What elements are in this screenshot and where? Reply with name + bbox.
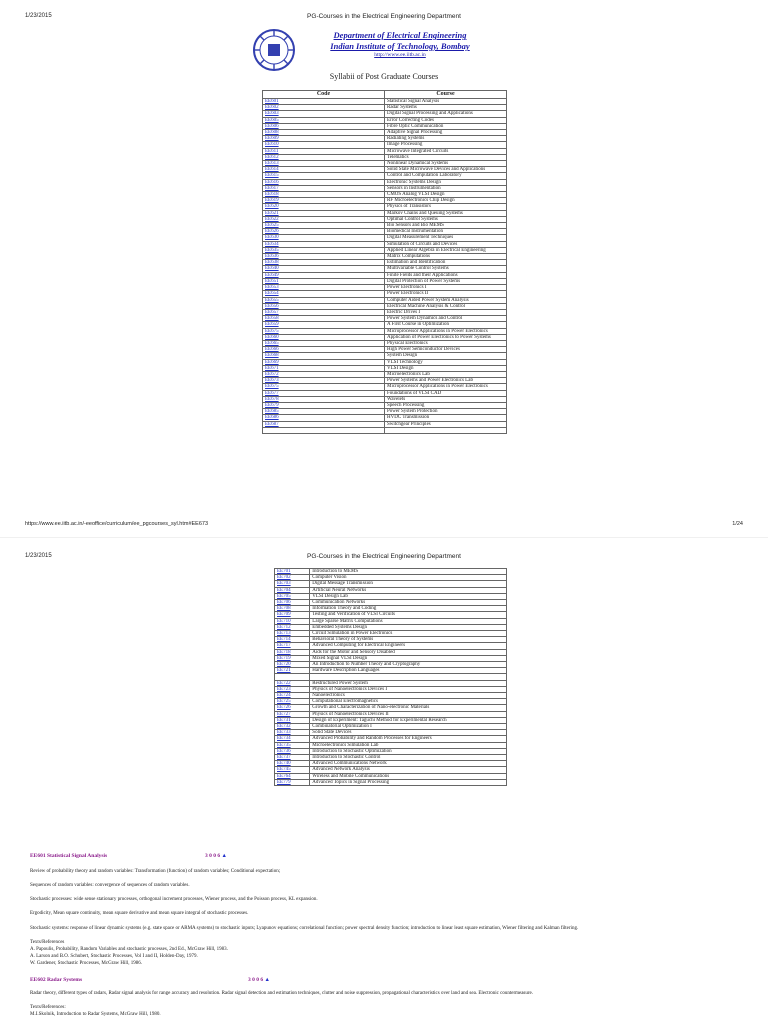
course-code-link[interactable]: EE614	[263, 167, 385, 173]
course-code-link[interactable]: EE602	[263, 105, 385, 111]
ee601-para: Stochastic processes: wide sense stationary processes, orthogonal increment processes, Wiener process, and the Poisson process, KL expansion.	[30, 897, 318, 902]
up-arrow-icon[interactable]: ▲	[221, 853, 227, 859]
course-name: Foundations of VLSI CAD	[385, 390, 507, 396]
course-name: Telematics	[385, 154, 507, 160]
course-name: VLSI Design Lab	[310, 593, 507, 599]
course-code-link[interactable]: EE672	[263, 371, 385, 377]
course-name: Advanced Computing for Electrical Engineers	[310, 643, 507, 649]
course-name: Microwave Integrated Circuits	[385, 148, 507, 154]
course-name: Wavelets	[385, 396, 507, 402]
course-name: Nanoelectronics	[310, 693, 507, 699]
course-name: Combinatorial Optimization I	[310, 724, 507, 730]
course-code-link[interactable]: EE710	[275, 618, 310, 624]
course-code-link[interactable]: EE636	[263, 254, 385, 260]
course-code-link[interactable]: EE634	[263, 241, 385, 247]
course-code-link[interactable]: EE649	[263, 272, 385, 278]
course-name: Artificial Neural Networks	[310, 587, 507, 593]
page-date: 1/23/2015	[25, 553, 52, 559]
course-code-link[interactable]: EE668	[263, 353, 385, 359]
course-code-link[interactable]: EE724	[275, 693, 310, 699]
course-code-link[interactable]: EE705	[275, 593, 310, 599]
ee602-ref: M.I.Skolnik, Introduction to Radar Systems, McGraw Hill, 1980.	[30, 1012, 161, 1017]
course-code-link[interactable]: EE712	[275, 624, 310, 630]
course-code-link[interactable]: EE722	[275, 680, 310, 686]
course-code-link[interactable]: EE685	[263, 409, 385, 415]
ee601-para: Sequences of random variables: convergence of sequences of random variables.	[30, 883, 190, 888]
institute-name[interactable]: Indian Institute of Technology, Bombay	[330, 41, 470, 51]
course-name: Wireless and Mobile Communications	[310, 773, 507, 779]
course-name: Fibre Optic Communication	[385, 123, 507, 129]
course-name: HVDC Transmission	[385, 415, 507, 421]
course-code-link[interactable]: EE779	[275, 779, 310, 785]
course-code-link[interactable]: EE619	[263, 198, 385, 204]
course-code-link[interactable]: EE616	[263, 179, 385, 185]
course-code-link[interactable]: EE673	[263, 378, 385, 384]
course-code-link[interactable]: EE657	[263, 309, 385, 315]
course-name: Matrix Computations	[385, 254, 507, 260]
course-name: Statistical Signal Analysis	[385, 99, 507, 105]
course-code-link[interactable]: EE708	[275, 606, 310, 612]
course-code-link[interactable]: EE723	[275, 686, 310, 692]
course-code-link[interactable]: EE610	[263, 142, 385, 148]
course-name: Digital Signal Processing and Applications	[385, 111, 507, 117]
course-name: Digital Measurement Techniques	[385, 235, 507, 241]
col-code-header: Code	[263, 91, 385, 99]
course-code-link[interactable]: EE625	[263, 223, 385, 229]
col-course-header: Course	[385, 91, 507, 99]
course-name: High Power Semiconductor Devices	[385, 347, 507, 353]
course-code-link[interactable]: EE626	[263, 229, 385, 235]
course-code-link[interactable]: EE669	[263, 359, 385, 365]
up-arrow-icon[interactable]: ▲	[264, 977, 270, 983]
course-code-link[interactable]: EE737	[275, 755, 310, 761]
course-code-link[interactable]: EE666	[263, 347, 385, 353]
page-number: 1/24	[732, 521, 743, 527]
course-name: Testing and Verification of VLSI Circuits	[310, 612, 507, 618]
course-code-link[interactable]: EE721	[275, 668, 310, 674]
course-code-link[interactable]: EE601	[263, 99, 385, 105]
course-code-link[interactable]: EE714	[275, 637, 310, 643]
course-name: Simulation of Circuits and Devices	[385, 241, 507, 247]
course-name: Switchgear Principles	[385, 421, 507, 427]
course-code-link[interactable]: EE651	[263, 278, 385, 284]
course-name: Advanced Network Analysis	[310, 767, 507, 773]
course-name: Speech Processing	[385, 402, 507, 408]
course-code-link[interactable]: EE638	[263, 260, 385, 266]
course-name: Physics of Nanoelectronics Devices I	[310, 686, 507, 692]
course-code-link[interactable]	[263, 427, 385, 433]
page2-header	[0, 553, 768, 565]
course-code-link[interactable]: EE606	[263, 123, 385, 129]
course-code-link[interactable]: EE660	[263, 334, 385, 340]
course-code-link[interactable]: EE678	[263, 396, 385, 402]
course-name: Error Correcting Codes	[385, 117, 507, 123]
course-name: Bio Sensors and Bio MEMS	[385, 223, 507, 229]
course-name: Computer Aided Power System Analysis	[385, 297, 507, 303]
course-code-link[interactable]: EE686	[263, 415, 385, 421]
course-name: Sensors in Instrumentation	[385, 185, 507, 191]
course-name: RF Microelectronics Chip Design	[385, 198, 507, 204]
course-row	[275, 779, 507, 785]
course-code-link[interactable]: EE734	[275, 736, 310, 742]
course-code-link[interactable]: EE655	[263, 297, 385, 303]
course-name: Image Processing	[385, 142, 507, 148]
course-code-link[interactable]: EE622	[263, 216, 385, 222]
course-name: VLSI Technology	[385, 359, 507, 365]
page1-header	[0, 13, 768, 25]
course-name: Radiating Systems	[385, 136, 507, 142]
course-name: Restructured Power System	[310, 680, 507, 686]
course-code-link[interactable]: EE659	[263, 322, 385, 328]
ee601-ref: W. Gardener, Stochastic Processes, McGraw Hill, 1986.	[30, 961, 142, 966]
course-code-link[interactable]: EE677	[263, 390, 385, 396]
course-name: Multivariable Control Systems	[385, 266, 507, 272]
course-code-link[interactable]: EE608	[263, 130, 385, 136]
course-name	[385, 427, 507, 433]
iit-bombay-emblem-icon	[248, 28, 300, 72]
course-name: Solid State Devices	[310, 730, 507, 736]
course-name: Power Systems and Power Electronics Lab	[385, 378, 507, 384]
course-name: Power System Protection	[385, 409, 507, 415]
course-code-link[interactable]: EE611	[263, 148, 385, 154]
course-code-link[interactable]: EE733	[275, 730, 310, 736]
course-name: Electrical Machine Analysis & Control	[385, 303, 507, 309]
course-code-link[interactable]: EE717	[275, 643, 310, 649]
ee601-ref: A. Papoulis, Probability, Random Variables and stochastic processes, 2nd Ed., McGraw Hill, 1983.	[30, 947, 228, 952]
course-name: Adaptive Signal Processing	[385, 130, 507, 136]
course-name: CMOS Analog VLSI Design	[385, 192, 507, 198]
course-name: An Introduction to Number Theory and Cryptography	[310, 662, 507, 668]
course-name: Application of Power Electronics to Power Systems	[385, 334, 507, 340]
course-heading-ee602[interactable]: EE602 Radar Systems 3 0 0 6 ▲	[30, 977, 270, 983]
course-code-link[interactable]: EE654	[263, 291, 385, 297]
course-name: Markov Chains and Queuing Systems	[385, 210, 507, 216]
course-code-link[interactable]: EE726	[275, 705, 310, 711]
course-name: Control and Computation Laboratory	[385, 173, 507, 179]
course-code-link[interactable]: EE635	[263, 247, 385, 253]
course-code-link[interactable]: EE620	[263, 204, 385, 210]
course-name: Hardware Description Languages	[310, 668, 507, 674]
course-name: Introduction to MEMS	[310, 569, 507, 575]
ee601-para: Review of probability theory and random variables: Transformation (function) of random variables; Conditional expectation;	[30, 869, 281, 874]
credits: 3 0 0 6	[205, 853, 221, 859]
course-name: VLSI Design	[385, 365, 507, 371]
course-code-link[interactable]: EE679	[263, 402, 385, 408]
course-heading-ee601[interactable]: EE601 Statistical Signal Analysis 3 0 0 6 ▲	[30, 853, 227, 859]
department-block	[310, 30, 490, 59]
course-code-link[interactable]: EE725	[275, 699, 310, 705]
course-name: Behavioral Theory of Systems	[310, 637, 507, 643]
course-code-link[interactable]: EE640	[263, 266, 385, 272]
course-name: Advanced Topics in Signal Processing	[310, 779, 507, 785]
course-code-link[interactable]: EE736	[275, 748, 310, 754]
course-name: Circuit Simulation in Power Electronics	[310, 631, 507, 637]
course-name: Electric Drives I	[385, 309, 507, 315]
course-code-link[interactable]: EE709	[275, 612, 310, 618]
course-code-link[interactable]: EE658	[263, 316, 385, 322]
course-row	[263, 427, 507, 433]
course-code-link[interactable]: EE621	[263, 210, 385, 216]
course-name: Physical Electronics	[385, 340, 507, 346]
page-title: PG-Courses in the Electrical Engineering Department	[307, 13, 461, 20]
course-code-link[interactable]: EE675	[263, 328, 385, 334]
course-name: Introduction to Stochastic Control	[310, 755, 507, 761]
course-name: Mixed Signal VLSI Design	[310, 655, 507, 661]
footer-url: https://www.ee.iitb.ac.in/-eeoffice/curriculum/ee_pgcourses_syl.htm#EE673	[25, 521, 209, 527]
course-name: Solid State Microwave Devices and Applications	[385, 167, 507, 173]
course-code-link[interactable]: EE615	[263, 173, 385, 179]
course-code-link[interactable]: EE675	[263, 384, 385, 390]
course-name: Applied Linear Algebra in Electrical Engineering	[385, 247, 507, 253]
course-name: Large Sparse Matrix Computations	[310, 618, 507, 624]
course-name: Estimation and Identification	[385, 260, 507, 266]
page-date: 1/23/2015	[25, 13, 52, 19]
course-code-link[interactable]: EE727	[275, 711, 310, 717]
course-name: Aids for the Motor and Sensory Disabled	[310, 649, 507, 655]
course-code-link[interactable]: EE704	[275, 587, 310, 593]
course-name: Physics of Nanoelectronics Devices II	[310, 711, 507, 717]
course-name: Microelectronics Lab	[385, 371, 507, 377]
course-name: Physics of Transistors	[385, 204, 507, 210]
course-code-link[interactable]: EE720	[275, 662, 310, 668]
course-name: Nonlinear Dynamical Systems	[385, 161, 507, 167]
course-name: Communication Networks	[310, 600, 507, 606]
course-name: Information Theory and Coding	[310, 606, 507, 612]
course-name: Biomedical Instrumentation	[385, 229, 507, 235]
course-code-link[interactable]: EE605	[263, 117, 385, 123]
ee602-refs-title: Texts/References:	[30, 1005, 66, 1010]
course-name: A First Course in Optimization	[385, 322, 507, 328]
course-name: Finite Fields and their Applications	[385, 272, 507, 278]
course-name: Microprocessor Applications in Power Electronics	[385, 384, 507, 390]
course-name: Growth and Characterization of Nano-electronic Materials	[310, 705, 507, 711]
course-name: Introduction to Stochastic Optimization	[310, 748, 507, 754]
course-code-link[interactable]: EE617	[263, 185, 385, 191]
course-table	[262, 90, 507, 434]
course-name: Design of Experiment: Taguchi Method for Experimental Research	[310, 717, 507, 723]
course-code-link[interactable]: EE706	[275, 600, 310, 606]
course-name: Digital Protection of Power Systems	[385, 278, 507, 284]
course-name: Power Electronics I	[385, 285, 507, 291]
course-code-link[interactable]: EE732	[275, 724, 310, 730]
page-separator	[0, 537, 768, 538]
ee602-para: Radar theory, different types of radars, Radar signal analysis for range accuracy and resolution. Radar signal detection and estimation techniques, clutter and noise suppression, propagational characteristics over land and sea. Electronic countermeasure.	[30, 991, 534, 996]
course-name: Optimal Control Systems	[385, 216, 507, 222]
course-code-link[interactable]: EE740	[275, 761, 310, 767]
ee601-ref: A. Larson and B.O. Schubert, Stochastic Processes, Vol I and II, Holden-Day, 1979.	[30, 954, 198, 959]
course-name: Computer Vision	[310, 575, 507, 581]
course-name: Advanced Communications Network	[310, 761, 507, 767]
ee601-refs-title: Texts/References	[30, 940, 65, 945]
course-code-link[interactable]: EE630	[263, 235, 385, 241]
course-code-link[interactable]: EE612	[263, 154, 385, 160]
syllabus-title: Syllabii of Post Graduate Courses	[329, 72, 439, 81]
course-name: Digital Message Transmission	[310, 581, 507, 587]
course-code-link[interactable]: EE731	[275, 717, 310, 723]
course-code-link[interactable]: EE656	[263, 303, 385, 309]
course-code-link[interactable]: EE701	[275, 569, 310, 575]
course-code-link[interactable]: EE702	[275, 575, 310, 581]
course-code-link[interactable]: EE613	[263, 161, 385, 167]
ee601-para: Ergodicity, Mean square continuity, mean square derivative and mean square integral of stochastic processes.	[30, 911, 249, 916]
course-name: Computational Electromagnetics	[310, 699, 507, 705]
course-code-link[interactable]: EE609	[263, 136, 385, 142]
course-name: Power Electronics II	[385, 291, 507, 297]
course-code-link[interactable]: EE735	[275, 742, 310, 748]
course-code-link[interactable]: EE618	[263, 192, 385, 198]
course-code-link[interactable]: EE671	[263, 365, 385, 371]
course-name: Microelectronics Simulation Lab	[310, 742, 507, 748]
course-code-link[interactable]: EE653	[263, 285, 385, 291]
page-title: PG-Courses in the Electrical Engineering Department	[307, 553, 461, 560]
course-name: Electronic Systems Design	[385, 179, 507, 185]
course-name: Advanced Probability and Random Processes for Engineers	[310, 736, 507, 742]
course-code-link[interactable]: EE745	[275, 767, 310, 773]
page1-footer	[0, 521, 768, 531]
course-name: Microprocessor Applications in Power Electronics	[385, 328, 507, 334]
course-code-link[interactable]: EE713	[275, 631, 310, 637]
dept-name[interactable]: Department of Electrical Engineering	[333, 30, 467, 40]
course-code-link[interactable]: EE603	[263, 111, 385, 117]
dept-url-link[interactable]: http://www.ee.iitb.ac.in	[374, 52, 426, 58]
course-code-link[interactable]: EE719	[275, 655, 310, 661]
course-name: System Design	[385, 353, 507, 359]
course-name: Radar Systems	[385, 105, 507, 111]
course-code-link[interactable]: EE703	[275, 581, 310, 587]
credits: 3 0 0 6	[248, 977, 264, 983]
course-code-link[interactable]: EE764	[275, 773, 310, 779]
course-code-link[interactable]: EE687	[263, 421, 385, 427]
course-code-link[interactable]: EE665	[263, 340, 385, 346]
ee601-para: Stochastic systems: response of linear dynamic systems (e.g. state space or ARMA systems) to stochastic inputs; Lyapunov equations; correlational function; power spectral density function; introduction to linear least square estimation, Wiener filtering and Kalman filtering.	[30, 926, 579, 931]
course-name: Embedded Systems Design	[310, 624, 507, 630]
course-table-continued	[274, 568, 507, 786]
course-name: Power System Dynamics and Control	[385, 316, 507, 322]
course-code-link[interactable]: EE718	[275, 649, 310, 655]
